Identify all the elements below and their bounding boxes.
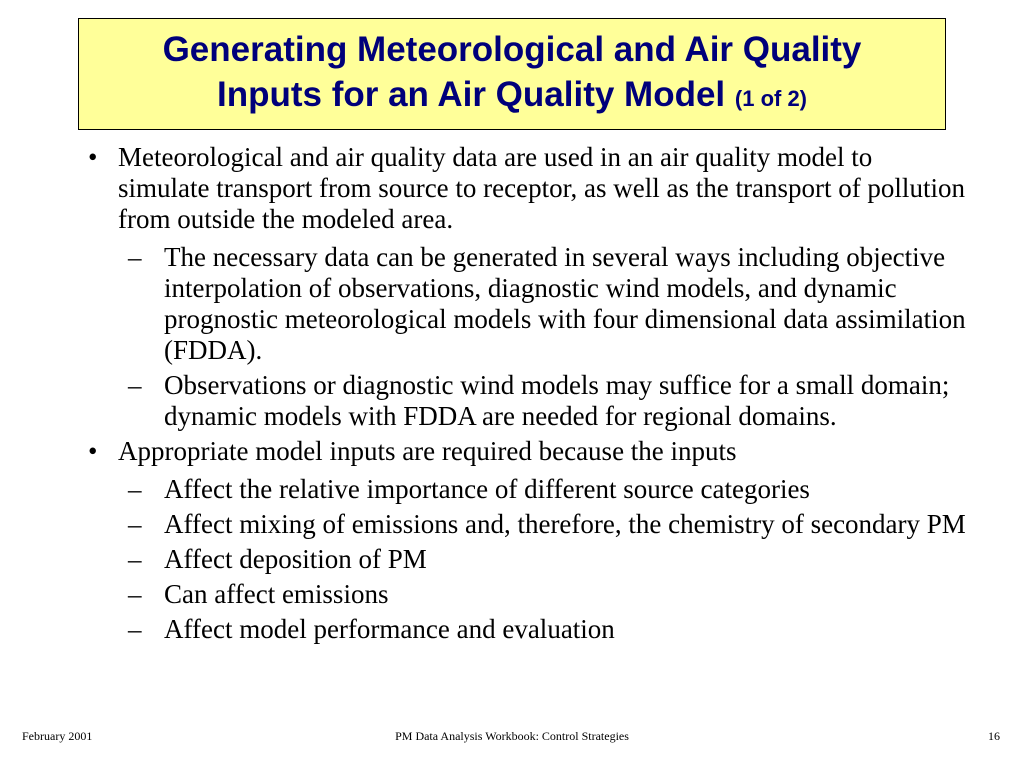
sub-bullet-text: The necessary data can be generated in several ways including objective interpolation of observations, diagnostic wind models, and dynamic prognostic meteorological models with four dimensional data assimilation (FDDA). <box>164 242 966 365</box>
sub-bullet-item <box>88 474 968 505</box>
bullet-text: Meteorological and air quality data are used in an air quality model to simulate transport from source to receptor, as well as the transport of pollution from outside the modeled area. <box>118 142 965 234</box>
bullet-text: Appropriate model inputs are required because the inputs <box>118 436 737 466</box>
sub-bullet-dash: – <box>128 242 142 272</box>
sub-bullet-item <box>88 509 968 540</box>
bullet-dot: • <box>88 436 98 466</box>
footer-page-number: 16 <box>988 729 1000 743</box>
slide-title-line-2 <box>217 72 807 121</box>
sub-bullet-dash: – <box>128 474 142 504</box>
sub-bullet-text: Affect deposition of PM <box>164 544 427 574</box>
slide-title-line-1: Generating Meteorological and Air Quality <box>162 30 862 69</box>
slide-title-box <box>78 18 946 130</box>
slide-title-line-2-text: Inputs for an Air Quality Model <box>216 75 726 114</box>
sub-bullet-item <box>88 544 968 575</box>
slide-content <box>88 142 968 649</box>
sub-bullet-dash: – <box>128 370 142 400</box>
sub-bullet-item <box>88 242 968 366</box>
footer-date: February 2001 <box>22 729 93 743</box>
sub-bullet-item <box>88 614 968 645</box>
sub-bullet-item <box>88 370 968 432</box>
sub-bullet-text: Can affect emissions <box>164 579 389 609</box>
sub-bullet-text: Affect the relative importance of different source categories <box>164 474 810 504</box>
slide-title-suffix: (1 of 2) <box>734 86 808 111</box>
sub-bullet-dash: – <box>128 579 142 609</box>
sub-bullet-item <box>88 579 968 610</box>
sub-bullet-text: Observations or diagnostic wind models may suffice for a small domain; dynamic models with FDDA are needed for regional domains. <box>164 370 950 431</box>
bullet-dot: • <box>88 142 98 172</box>
sub-bullet-dash: – <box>128 544 142 574</box>
footer-title: PM Data Analysis Workbook: Control Strategies <box>395 729 629 743</box>
sub-bullet-dash: – <box>128 614 142 644</box>
bullet-item <box>88 436 968 467</box>
sub-bullet-text: Affect mixing of emissions and, therefore, the chemistry of secondary PM <box>164 509 966 539</box>
bullet-item <box>88 142 968 235</box>
sub-bullet-dash: – <box>128 509 142 539</box>
sub-bullet-text: Affect model performance and evaluation <box>164 614 615 644</box>
